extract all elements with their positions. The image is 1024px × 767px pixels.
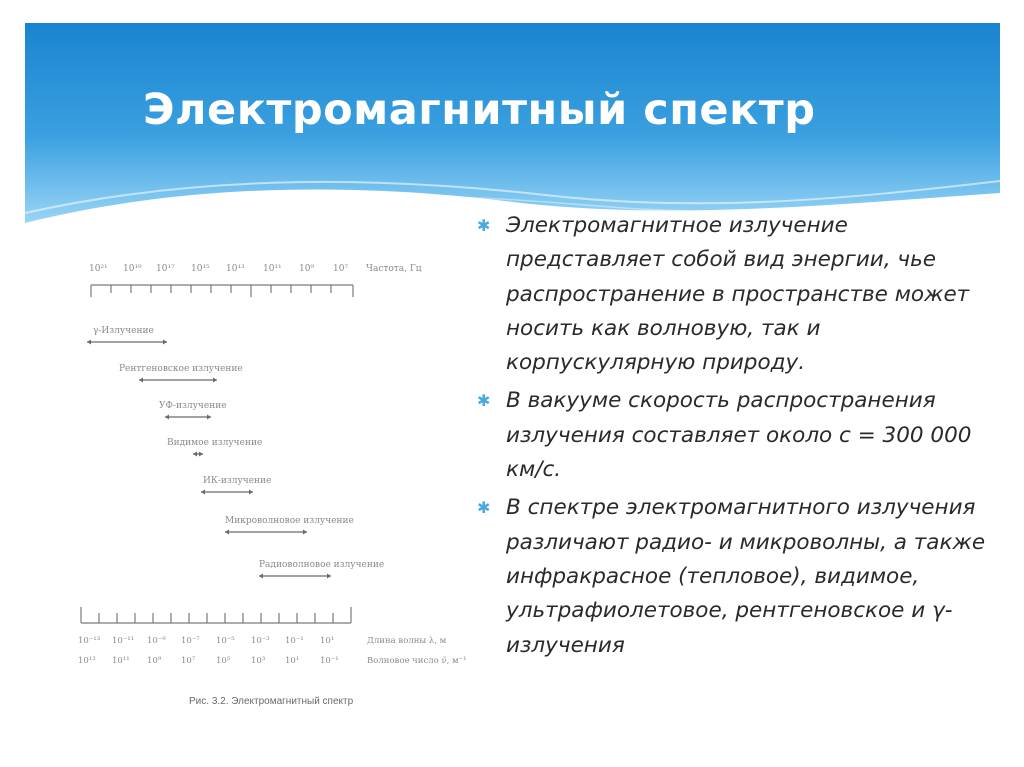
slide-title: Электромагнитный спектр — [143, 85, 816, 135]
wavenumber-tick: 10⁻¹ — [320, 656, 339, 666]
wavenumber-tick: 10¹³ — [78, 656, 96, 666]
bullet-item — [473, 209, 993, 380]
figure-caption: Рис. 3.2. Электромагнитный спектр — [189, 696, 354, 707]
bullet-text: В спектре электромагнитного излучения различают радио- и микроволны, а также инфракрасное (тепловое), видимое, ультрафиолетовое, рентгеновское и γ-излучения — [506, 495, 986, 658]
frequency-tick: 10¹³ — [226, 264, 245, 274]
wavelength-tick: 10⁻⁵ — [216, 636, 235, 646]
band-label: Рентгеновское излучение — [119, 364, 243, 374]
wavenumber-tick: 10⁵ — [216, 656, 231, 666]
spectrum-figure — [41, 233, 471, 713]
bullet-item — [473, 384, 993, 487]
wavelength-tick: 10⁻¹ — [285, 636, 304, 646]
band-label: ИК-излучение — [203, 476, 272, 486]
wavelength-tick: 10⁻⁹ — [147, 636, 166, 646]
wavelength-axis-label: Длина волны λ, м — [367, 636, 447, 646]
wavenumber-axis-label: Волновое число ν̃, м⁻¹ — [367, 656, 467, 666]
wavenumber-tick: 10³ — [251, 656, 266, 666]
frequency-tick: 10¹⁵ — [191, 264, 210, 274]
frequency-tick: 10¹⁷ — [156, 264, 175, 274]
slide — [25, 23, 1000, 744]
frequency-tick: 10⁹ — [299, 264, 315, 274]
wavelength-tick: 10⁻¹³ — [78, 636, 101, 646]
wavenumber-tick: 10⁷ — [181, 656, 196, 666]
wavelength-tick: 10⁻¹¹ — [112, 636, 135, 646]
band-label: УФ-излучение — [159, 401, 227, 411]
frequency-tick: 10²¹ — [89, 264, 108, 274]
bullet-text: В вакууме скорость распространения излучения составляет около с = 300 000 км/с. — [506, 388, 972, 483]
wavenumber-tick: 10⁹ — [147, 656, 162, 666]
wavenumber-tick: 10¹¹ — [112, 656, 130, 666]
asterisk-icon: ✱ — [477, 498, 491, 518]
frequency-tick: 10⁷ — [333, 264, 349, 274]
bullet-text: Электромагнитное излучение представляет собой вид энергии, чье распространение в пространстве может носить как волновую, так и корпускулярную природу. — [506, 213, 970, 376]
band-label: Радиоволновое излучение — [259, 560, 385, 570]
wavenumber-tick: 10¹ — [285, 656, 300, 666]
wavelength-tick: 10⁻³ — [251, 636, 270, 646]
bullet-list — [473, 209, 993, 667]
band-label: γ-Излучение — [93, 326, 154, 336]
asterisk-icon: ✱ — [477, 391, 491, 411]
frequency-tick: 10¹¹ — [263, 264, 282, 274]
band-label: Видимое излучение — [167, 438, 263, 448]
bullet-item — [473, 491, 993, 662]
wavelength-tick: 10⁻⁷ — [181, 636, 200, 646]
frequency-tick: 10¹⁹ — [123, 264, 142, 274]
band-label: Микроволновое излучение — [225, 516, 354, 526]
frequency-axis-label: Частота, Гц — [366, 264, 422, 274]
wavelength-tick: 10¹ — [320, 636, 335, 646]
asterisk-icon: ✱ — [477, 216, 491, 235]
